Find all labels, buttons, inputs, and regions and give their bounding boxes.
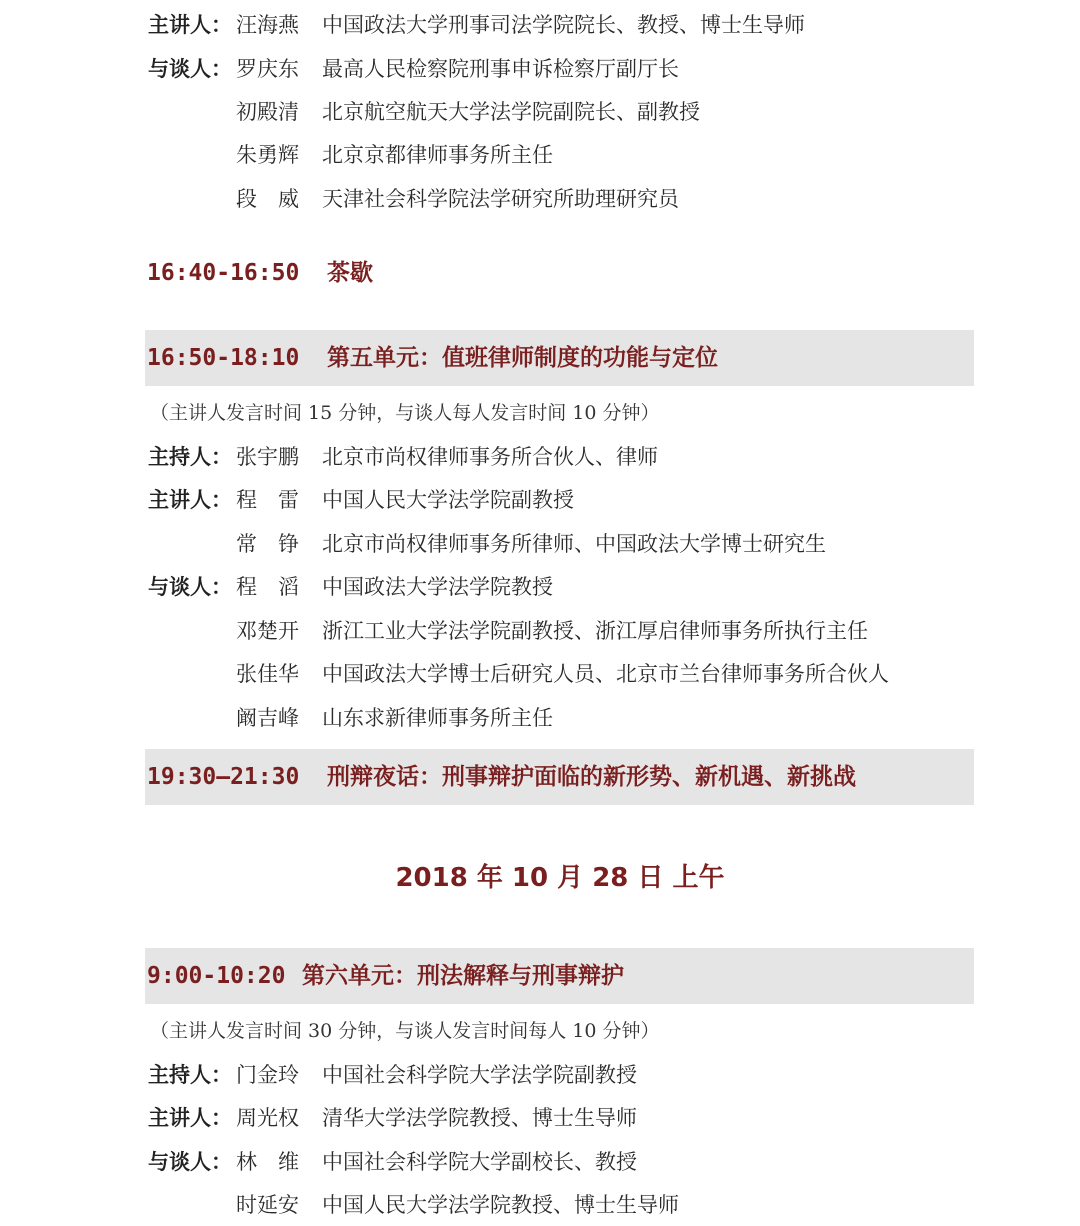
- person-name: 时延安: [236, 1193, 299, 1217]
- person-title: 北京京都律师事务所主任: [322, 143, 553, 167]
- session-time: 9:00-10:20: [147, 963, 286, 989]
- person-title: 天津社会科学院法学研究所助理研究员: [322, 187, 679, 211]
- person-name: 段 威: [236, 187, 299, 211]
- person-title: 北京市尚权律师事务所律师、中国政法大学博士研究生: [322, 532, 826, 556]
- session-title: 第六单元：刑法解释与刑事辩护: [302, 963, 624, 989]
- person-name: 程 雷: [236, 488, 299, 512]
- person-title: 中国人民大学法学院副教授: [322, 488, 574, 512]
- person-name: 林 维: [236, 1150, 299, 1174]
- person-title: 北京市尚权律师事务所合伙人、律师: [322, 445, 658, 469]
- person-title: 中国社会科学院大学副校长、教授: [322, 1150, 637, 1174]
- person-title: 中国社会科学院大学法学院副教授: [322, 1063, 637, 1087]
- person-name: 张宇鹏: [236, 445, 299, 469]
- speaker-row: [0, 485, 1080, 515]
- person-name: 周光权: [236, 1106, 299, 1130]
- host-row: [0, 442, 1080, 472]
- person-name: 朱勇辉: [236, 143, 299, 167]
- person-title: 山东求新律师事务所主任: [322, 706, 553, 730]
- discussant-row: [0, 659, 1080, 689]
- role-label: 主持人：: [148, 1063, 232, 1087]
- date-heading: 2018 年 10 月 28 日 上午: [395, 863, 725, 893]
- discussant-row: [0, 1147, 1080, 1177]
- person-name: 汪海燕: [236, 13, 299, 37]
- person-title: 中国政法大学法学院教授: [322, 575, 553, 599]
- role-label: 主讲人：: [148, 488, 232, 512]
- role-label: 主持人：: [148, 445, 232, 469]
- discussant-row: [0, 1190, 1080, 1220]
- unit6-header-band: [145, 948, 974, 1004]
- unit5-header-band: [145, 330, 974, 386]
- person-name: 程 滔: [236, 575, 299, 599]
- session-time: 16:50-18:10: [147, 345, 300, 371]
- session-title: 刑辩夜话：刑事辩护面临的新形势、新机遇、新挑战: [327, 764, 856, 790]
- discussant-row: [0, 616, 1080, 646]
- discussant-row: [0, 184, 1080, 214]
- discussant-row: [0, 97, 1080, 127]
- discussant-row: [0, 140, 1080, 170]
- person-title: 中国人民大学法学院教授、博士生导师: [322, 1193, 679, 1217]
- role-label: 与谈人：: [148, 575, 232, 599]
- person-name: 初殿清: [236, 100, 299, 124]
- tea-break-heading: [147, 253, 947, 293]
- discussant-row: [0, 703, 1080, 733]
- session-title: 第五单元：值班律师制度的功能与定位: [327, 345, 718, 371]
- role-label: 主讲人：: [148, 1106, 232, 1130]
- unit6-heading: [147, 956, 967, 996]
- session-title: 茶歇: [327, 260, 373, 286]
- person-name: 邓楚开: [236, 619, 299, 643]
- discussant-row: [0, 54, 1080, 84]
- role-label: 与谈人：: [148, 1150, 232, 1174]
- unit5-time-note: （主讲人发言时间 15 分钟，与谈人每人发言时间 10 分钟）: [150, 402, 660, 424]
- speaker-row: [0, 1103, 1080, 1133]
- person-title: 清华大学法学院教授、博士生导师: [322, 1106, 637, 1130]
- unit6-time-note: （主讲人发言时间 30 分钟，与谈人发言时间每人 10 分钟）: [150, 1020, 660, 1042]
- host-row: [0, 1060, 1080, 1090]
- session-time: 19:30—21:30: [147, 764, 300, 790]
- speaker-row: [0, 10, 1080, 40]
- person-title: 北京航空航天大学法学院副院长、副教授: [322, 100, 700, 124]
- role-label: 与谈人：: [148, 57, 232, 81]
- evening-header-band: [145, 749, 974, 805]
- person-name: 张佳华: [236, 662, 299, 686]
- person-title: 最高人民检察院刑事申诉检察厅副厅长: [322, 57, 679, 81]
- speaker-row: [0, 529, 1080, 559]
- unit5-heading: [147, 338, 967, 378]
- person-title: 中国政法大学博士后研究人员、北京市兰台律师事务所合伙人: [322, 662, 889, 686]
- person-title: 中国政法大学刑事司法学院院长、教授、博士生导师: [322, 13, 805, 37]
- role-label: 主讲人：: [148, 13, 232, 37]
- person-title: 浙江工业大学法学院副教授、浙江厚启律师事务所执行主任: [322, 619, 868, 643]
- person-name: 门金玲: [236, 1063, 299, 1087]
- person-name: 罗庆东: [236, 57, 299, 81]
- discussant-row: [0, 572, 1080, 602]
- person-name: 阚吉峰: [236, 706, 299, 730]
- evening-heading: [147, 757, 967, 797]
- session-time: 16:40-16:50: [147, 260, 300, 286]
- person-name: 常 铮: [236, 532, 299, 556]
